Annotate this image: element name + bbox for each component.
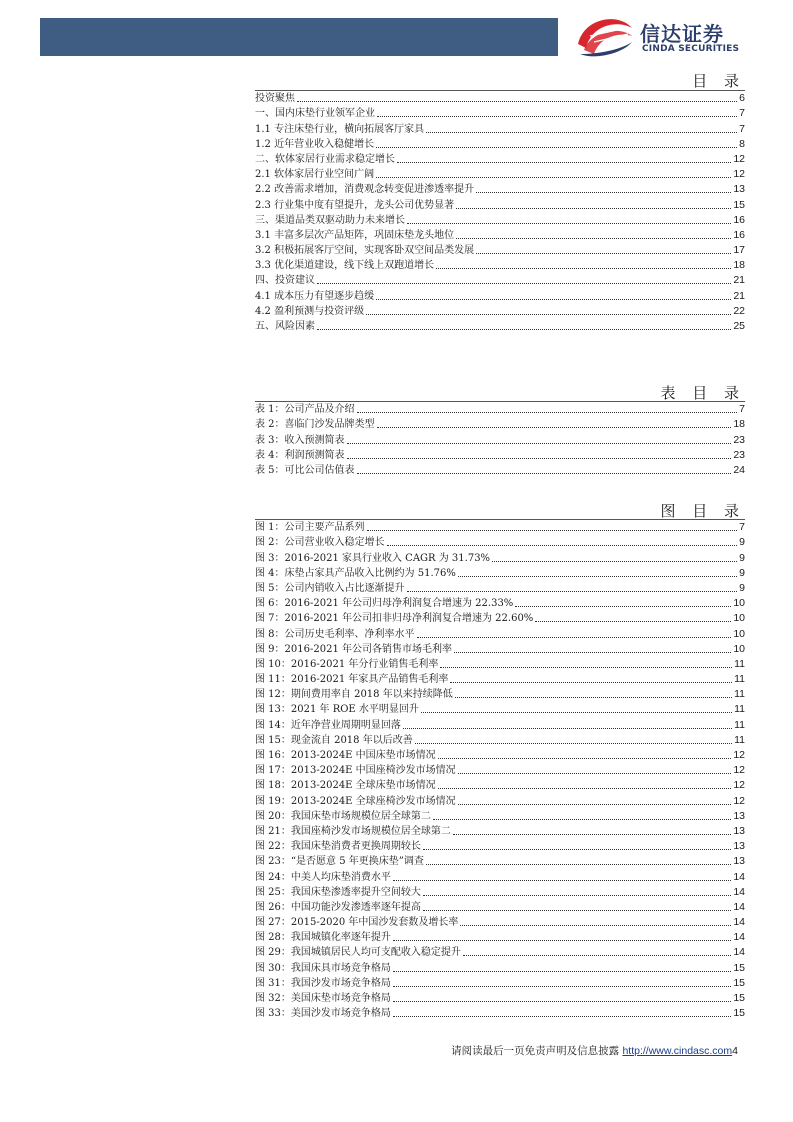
figure-list-entry-label: 图 6：2016-2021 年公司归母净利润复合增速为 22.33%: [255, 598, 514, 610]
toc-entry-page: 7: [739, 107, 745, 120]
figure-list-entry-label: 图 25：我国床垫渗透率提升空间较大: [255, 886, 421, 898]
toc-entry-page: 8: [739, 137, 745, 150]
figure-list-entry-label: 图 16：2013-2024E 中国床垫市场情况: [255, 750, 436, 761]
table-list-entry-label: 表 2：喜临门沙发品牌类型: [255, 419, 375, 431]
figure-list-entry[interactable]: [255, 868, 745, 883]
figure-list-entry-label: 图 8：公司历史毛利率、净利率水平: [255, 628, 415, 640]
figure-list-entry-page: 12: [733, 779, 745, 792]
figure-list-entry[interactable]: [255, 519, 745, 534]
figure-list-entry[interactable]: [255, 990, 745, 1005]
figure-list-entry[interactable]: [255, 641, 745, 656]
toc-entry-label: 2.1 软体家居行业空间广阔: [255, 169, 375, 181]
figure-list-entry-leader: [387, 545, 738, 546]
figure-list-entry-label: 图 17：2013-2024E 中国座椅沙发市场情况: [255, 765, 456, 777]
figure-list-entry-leader: [393, 880, 731, 881]
figure-list-entry-label: 图 11：2016-2021 年家具产品销售毛利率: [255, 674, 449, 686]
table-list-entry-leader: [377, 427, 732, 428]
toc-entry-page: 12: [733, 168, 745, 181]
figure-list-entry-label: 图 26：中国功能沙发渗透率逐年提高: [255, 901, 421, 913]
figure-list-entry-page: 11: [734, 733, 745, 746]
figure-list-entry-label: 图 29：我国城镇居民人均可支配收入稳定提升: [255, 947, 461, 959]
figure-list-entry-page: 14: [733, 885, 745, 898]
figure-list-entry[interactable]: [255, 625, 745, 640]
figure-list-entry-page: 15: [733, 976, 745, 989]
figure-list-entry[interactable]: [255, 686, 745, 701]
toc-entry-leader: [297, 101, 737, 102]
figure-list-entry-page: 14: [733, 900, 745, 913]
toc-entry-page: 7: [739, 122, 745, 135]
figure-list-entry-label: 图 5：公司内销收入占比逐渐提升: [255, 582, 405, 594]
figure-list-entry-leader: [463, 955, 731, 956]
figure-list-entry[interactable]: [255, 959, 745, 974]
toc-entry[interactable]: [255, 196, 745, 211]
table-list-entry-label: 表 1：公司产品及介绍: [255, 404, 355, 416]
toc-entry-label: 4.2 盈利预测与投资评级: [255, 305, 365, 317]
toc-entry-page: 18: [733, 259, 745, 272]
figure-list-entry[interactable]: [255, 762, 745, 777]
figure-list-entry-page: 9: [739, 551, 745, 564]
page-footer: [451, 1043, 738, 1058]
figure-list-entry-leader: [426, 864, 731, 865]
toc-entry-label: 五、风险因素: [255, 321, 315, 332]
figures-title: 图 目 录: [660, 502, 745, 520]
figure-list-entry-label: 图 28：我国城镇化率逐年提升: [255, 932, 391, 944]
figure-list-entry-leader: [393, 940, 731, 941]
figure-list-entry-label: 图 31：我国沙发市场竞争格局: [255, 977, 391, 989]
figure-list-entry-page: 10: [733, 597, 745, 610]
toc-entry-label: 一、国内床垫行业领军企业: [255, 108, 375, 120]
figure-list-entry-leader: [458, 773, 732, 774]
figure-list-entry-label: 图 14：近年净营业周期明显回落: [255, 719, 401, 731]
figure-list-entry[interactable]: [255, 610, 745, 625]
table-list-entry[interactable]: [255, 462, 745, 477]
toc-entry-page: 16: [733, 228, 745, 241]
figure-list-entry-page: 11: [734, 673, 745, 686]
figure-list-entry-leader: [460, 925, 731, 926]
figure-list-entry-label: 图 22：我国床垫消费者更换周期较长: [255, 841, 421, 853]
figure-list-entry-page: 9: [739, 566, 745, 579]
toc-entry-leader: [456, 208, 731, 209]
figure-list-entry[interactable]: [255, 580, 745, 595]
table-list-entry-page: 18: [733, 418, 745, 431]
figure-list-entry-leader: [423, 910, 731, 911]
toc-entry[interactable]: [255, 151, 745, 166]
figure-list-entry-page: 15: [733, 992, 745, 1004]
figure-list-entry-label: 图 32：美国床垫市场竞争格局: [255, 993, 391, 1004]
figure-list-entry[interactable]: [255, 534, 745, 549]
toc-entry[interactable]: [255, 242, 745, 257]
figure-list-entry-leader: [367, 530, 738, 531]
toc-entry[interactable]: [255, 227, 745, 242]
figure-list-entry[interactable]: [255, 656, 745, 671]
toc-entry-leader: [317, 283, 731, 284]
figure-list-entry[interactable]: [255, 808, 745, 823]
tables-title: 表 目 录: [660, 384, 745, 402]
toc-entry[interactable]: [255, 181, 745, 196]
figure-list-entry-leader: [393, 971, 731, 972]
figure-list-entry-label: 图 21：我国座椅沙发市场规模位居全球第二: [255, 825, 451, 837]
figure-list-entry[interactable]: [255, 1005, 745, 1020]
figure-list-entry[interactable]: [255, 899, 745, 914]
table-list-entry-page: 24: [733, 463, 745, 476]
table-list-entry-label: 表 3：收入预测简表: [255, 434, 345, 446]
figure-list-entry-label: 图 23：“是否愿意 5 年更换床垫”调查: [255, 856, 424, 868]
toc-entry-leader: [476, 192, 731, 193]
toc-entry[interactable]: [255, 272, 745, 287]
figure-list-entry-leader: [454, 652, 731, 653]
toc-title: 目 录: [692, 72, 745, 90]
toc-entry-label: 4.1 成本压力有望逐步趋缓: [255, 290, 375, 302]
figures-list: [255, 519, 745, 1020]
figure-list-entry[interactable]: [255, 929, 745, 944]
toc-entry-page: 16: [733, 213, 745, 226]
figure-list-entry-page: 10: [733, 612, 745, 625]
figure-list-entry-leader: [403, 728, 732, 729]
toc-entry-page: 17: [733, 244, 745, 257]
toc-entry-leader: [377, 116, 737, 117]
figure-list-entry[interactable]: [255, 716, 745, 731]
toc-entry-page: 25: [733, 320, 745, 332]
figure-list-entry-leader: [415, 743, 732, 744]
figure-list-entry-label: 图 33：美国沙发市场竞争格局: [255, 1008, 391, 1020]
figure-list-entry[interactable]: [255, 853, 745, 868]
figure-list-entry-page: 15: [733, 961, 745, 974]
toc-entry-leader: [366, 314, 731, 315]
figure-list-entry-leader: [393, 986, 731, 987]
table-list-entry-page: 7: [739, 403, 745, 416]
figure-list-entry-label: 图 10：2016-2021 年分行业销售毛利率: [255, 658, 439, 670]
figure-list-entry-leader: [492, 561, 737, 562]
figure-list-entry-leader: [515, 606, 731, 607]
table-list-entry-label: 表 4：利润预测简表: [255, 449, 345, 461]
table-list-entry-leader: [357, 473, 732, 474]
toc-entry-leader: [376, 299, 731, 300]
figure-list-entry-label: 图 1：公司主要产品系列: [255, 522, 365, 534]
figure-list-entry[interactable]: [255, 944, 745, 959]
figure-list-entry[interactable]: [255, 549, 745, 564]
header-bar: [40, 18, 558, 56]
figure-list-entry-page: 14: [733, 916, 745, 929]
figure-list-entry-leader: [438, 788, 732, 789]
figure-list-entry-label: 图 3：2016-2021 家具行业收入 CAGR 为 31.73%: [255, 552, 491, 564]
toc-entry-page: 15: [733, 198, 745, 211]
figure-list-entry-page: 15: [733, 1007, 745, 1020]
figure-list-entry-leader: [417, 637, 732, 638]
toc-entry[interactable]: [255, 303, 745, 318]
toc-entry-leader: [476, 253, 731, 254]
figure-list-entry-label: 图 2：公司营业收入稳定增长: [255, 537, 385, 549]
table-list-entry[interactable]: [255, 447, 745, 462]
figure-list-entry-label: 图 4：床垫占家具产品收入比例约为 51.76%: [255, 567, 456, 579]
footer-website-link[interactable]: http://www.cindasc.com: [622, 1045, 733, 1057]
figure-list-entry-label: 图 27：2015-2020 年中国沙发套数及增长率: [255, 917, 459, 929]
toc-entry-page: 21: [733, 289, 745, 302]
figure-list-entry-page: 14: [733, 931, 745, 944]
figure-list-entry-leader: [407, 591, 738, 592]
toc-entry-page: 6: [739, 92, 745, 105]
toc-entry-page: 13: [733, 183, 745, 196]
toc-entry-label: 四、投资建议: [255, 275, 315, 287]
toc-entry-leader: [376, 177, 731, 178]
footer-disclaimer: 请阅读最后一页免责声明及信息披露: [451, 1045, 623, 1057]
figure-list-entry-page: 9: [739, 536, 745, 549]
toc-entry-label: 投资聚焦: [255, 93, 295, 105]
toc-entry-leader: [407, 223, 731, 224]
figure-list-entry-page: 13: [733, 855, 745, 868]
toc-entry-label: 3.1 丰富多层次产品矩阵，巩固床垫龙头地位: [255, 229, 455, 241]
figure-list-entry[interactable]: [255, 595, 745, 610]
figure-list-entry-page: 10: [733, 627, 745, 640]
toc-entry-label: 二、软体家居行业需求稳定增长: [255, 153, 395, 165]
figure-list-entry-page: 13: [733, 824, 745, 837]
figure-list-entry[interactable]: [255, 792, 745, 807]
figure-list-entry-label: 图 30：我国床具市场竞争格局: [255, 962, 391, 974]
figure-list-entry-page: 14: [733, 946, 745, 959]
figure-list-entry-page: 10: [733, 642, 745, 655]
figure-list-entry-label: 图 7：2016-2021 年公司扣非归母净利润复合增速为 22.60%: [255, 613, 534, 625]
figure-list-entry-label: 图 12：期间费用率自 2018 年以来持续降低: [255, 689, 453, 701]
figure-list-entry[interactable]: [255, 838, 745, 853]
figure-list-entry-leader: [458, 804, 732, 805]
figure-list-entry-leader: [433, 819, 731, 820]
figure-list-entry-leader: [440, 667, 732, 668]
figure-list-entry[interactable]: [255, 671, 745, 686]
toc-entry-page: 21: [733, 274, 745, 287]
figure-list-entry-leader: [455, 697, 732, 698]
figure-list-entry-page: 11: [734, 718, 745, 731]
table-list-entry-leader: [357, 412, 738, 413]
table-list-entry-label: 表 5：可比公司估值表: [255, 464, 355, 476]
toc-entry[interactable]: [255, 105, 745, 120]
toc-entry[interactable]: [255, 90, 745, 105]
table-list-entry-page: 23: [733, 448, 745, 461]
toc-entry-label: 2.2 改善需求增加，消费观念转变促进渗透率提升: [255, 184, 475, 196]
figure-list-entry-label: 图 18：2013-2024E 全球床垫市场情况: [255, 780, 436, 792]
figure-list-entry[interactable]: [255, 884, 745, 899]
tables-list: [255, 401, 745, 477]
toc-entry-label: 2.3 行业集中度有望提升，龙头公司优势显著: [255, 199, 455, 211]
toc-entry-leader: [376, 147, 737, 148]
table-list-entry[interactable]: [255, 416, 745, 431]
figure-list-entry-page: 13: [733, 809, 745, 822]
toc-entry[interactable]: [255, 120, 745, 135]
figure-list-entry-leader: [438, 758, 732, 759]
toc-entry-label: 3.2 积极拓展客厅空间，实现客卧双空间品类发展: [255, 245, 475, 257]
figure-list-entry-label: 图 20：我国床垫市场规模位居全球第二: [255, 810, 431, 822]
toc-entry[interactable]: [255, 257, 745, 272]
figure-list-entry-leader: [535, 621, 731, 622]
figure-list-entry[interactable]: [255, 975, 745, 990]
toc-entry[interactable]: [255, 287, 745, 302]
figure-list-entry[interactable]: [255, 701, 745, 716]
figure-list-entry[interactable]: [255, 823, 745, 838]
figure-list-entry-page: 11: [734, 657, 745, 670]
cinda-logo-mark-icon: [574, 14, 636, 60]
figure-list-entry-page: 12: [733, 794, 745, 807]
figure-list-entry-leader: [453, 834, 731, 835]
toc-entry-label: 1.2 近年营业收入稳健增长: [255, 138, 375, 150]
figure-list-entry-leader: [450, 682, 732, 683]
figure-list-entry-label: 图 19：2013-2024E 全球座椅沙发市场情况: [255, 795, 456, 807]
table-list-entry[interactable]: [255, 401, 745, 416]
table-list-entry-leader: [347, 458, 732, 459]
cinda-logo: [574, 12, 774, 62]
toc-entry[interactable]: [255, 212, 745, 227]
toc-entry-page: 12: [733, 152, 745, 165]
toc-entry-label: 三、渠道品类双驱动助力未来增长: [255, 214, 405, 226]
figure-list-entry-leader: [458, 576, 737, 577]
figure-list-entry-page: 14: [733, 870, 745, 883]
toc-entry-leader: [456, 238, 731, 239]
figure-list-entry[interactable]: [255, 777, 745, 792]
figure-list-entry-page: 12: [733, 749, 745, 761]
toc-entry[interactable]: [255, 166, 745, 181]
table-list-entry-leader: [347, 443, 732, 444]
figure-list-entry[interactable]: [255, 747, 745, 762]
toc-entry-leader: [436, 268, 731, 269]
figure-list-entry-label: 图 9：2016-2021 年公司各销售市场毛利率: [255, 643, 452, 655]
toc-list: [255, 90, 745, 333]
table-list-entry[interactable]: [255, 431, 745, 446]
figure-list-entry[interactable]: [255, 732, 745, 747]
figure-list-entry-leader: [393, 1001, 731, 1002]
figure-list-entry-leader: [423, 895, 731, 896]
figure-list-entry-leader: [423, 849, 731, 850]
figure-list-entry-page: 11: [734, 703, 745, 716]
toc-entry-leader: [397, 162, 731, 163]
footer-page-number: 4: [732, 1045, 738, 1057]
figure-list-entry-label: 图 15：现金流自 2018 年以后改善: [255, 734, 413, 746]
figure-list-entry-leader: [421, 712, 732, 713]
figure-list-entry[interactable]: [255, 565, 745, 580]
table-list-entry-page: 23: [733, 433, 745, 446]
toc-entry-leader: [317, 329, 731, 330]
toc-entry-page: 22: [733, 304, 745, 317]
toc-entry-leader: [426, 132, 737, 133]
logo-name-cn: 信达证券: [640, 22, 724, 46]
figure-list-entry-page: 12: [733, 764, 745, 777]
figure-list-entry-page: 9: [739, 581, 745, 594]
figure-list-entry-leader: [393, 1016, 731, 1017]
toc-entry-label: 3.3 优化渠道建设，线下线上双跑道增长: [255, 260, 435, 272]
logo-name-en: CINDA SECURITIES: [642, 44, 740, 54]
toc-entry[interactable]: [255, 318, 745, 333]
toc-entry-label: 1.1 专注床垫行业，横向拓展客厅家具: [255, 123, 425, 135]
figure-list-entry-page: 7: [739, 521, 745, 534]
figure-list-entry-label: 图 24：中美人均床垫消费水平: [255, 871, 391, 883]
figure-list-entry-label: 图 13：2021 年 ROE 水平明显回升: [255, 704, 419, 716]
figure-list-entry-page: 11: [734, 688, 745, 701]
toc-entry[interactable]: [255, 136, 745, 151]
figure-list-entry-page: 13: [733, 840, 745, 853]
figure-list-entry[interactable]: [255, 914, 745, 929]
